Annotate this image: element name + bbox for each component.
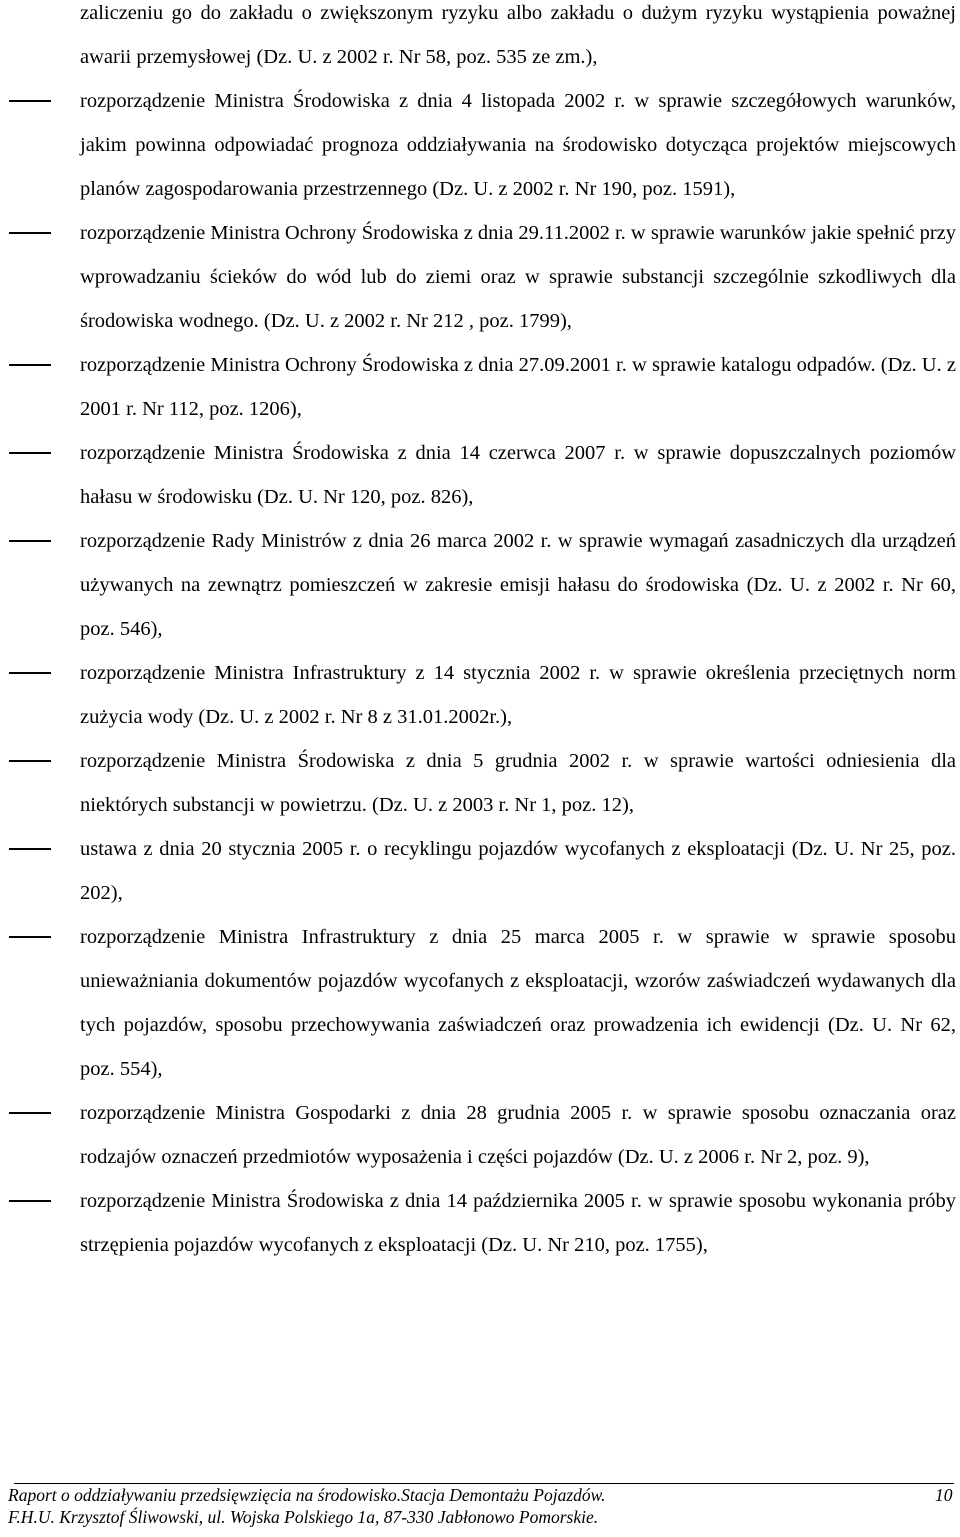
- list-item: [0, 211, 956, 343]
- dash-bullet-icon: [9, 364, 51, 366]
- page-number: 10: [935, 1485, 953, 1506]
- dash-bullet-icon: [9, 672, 51, 674]
- dash-bullet-icon: [9, 540, 51, 542]
- list-item: [0, 519, 956, 651]
- paragraph-text: rozporządzenie Ministra Środowiska z dnia 14 czerwca 2007 r. w sprawie dopuszczalnych poziomów hałasu w środowisku (Dz. U. Nr 120, poz. 826),: [80, 442, 956, 508]
- list-item: [0, 1179, 956, 1267]
- list-item: [0, 1091, 956, 1179]
- dash-bullet-icon: [9, 1112, 51, 1114]
- paragraph-text: rozporządzenie Ministra Gospodarki z dnia 28 grudnia 2005 r. w sprawie sposobu oznaczania oraz rodzajów oznaczeń przedmiotów wyposażenia i części pojazdów (Dz. U. z 2006 r. Nr 2, poz. 9),: [80, 1102, 956, 1168]
- dash-bullet-icon: [9, 936, 51, 938]
- dash-bullet-icon: [9, 100, 51, 102]
- paragraph-text: rozporządzenie Ministra Ochrony Środowiska z dnia 29.11.2002 r. w sprawie warunków jakie spełnić przy wprowadzaniu ścieków do wód lub do ziemi oraz w sprawie substancji szczególnie szkodliwych dla środowiska wodnego. (Dz. U. z 2002 r. Nr 212 , poz. 1799),: [80, 222, 956, 332]
- list-item: [0, 651, 956, 739]
- dash-bullet-icon: [9, 452, 51, 454]
- dash-bullet-icon: [9, 232, 51, 234]
- paragraph-text: zaliczeniu go do zakładu o zwiększonym ryzyku albo zakładu o dużym ryzyku wystąpienia poważnej awarii przemysłowej (Dz. U. z 2002 r. Nr 58, poz. 535 ze zm.),: [80, 2, 956, 68]
- list-item-continuation: [0, 0, 956, 79]
- paragraph-text: rozporządzenie Ministra Środowiska z dnia 4 listopada 2002 r. w sprawie szczegółowych warunków, jakim powinna odpowiadać prognoza oddziaływania na środowisko dotycząca projektów miejscowych planów zagospodarowania przestrzennego (Dz. U. z 2002 r. Nr 190, poz. 1591),: [80, 90, 956, 200]
- list-item: [0, 915, 956, 1091]
- paragraph-text: rozporządzenie Rady Ministrów z dnia 26 marca 2002 r. w sprawie wymagań zasadniczych dla urządzeń używanych na zewnątrz pomieszczeń w zakresie emisji hałasu do środowiska (Dz. U. z 2002 r. Nr 60, poz. 546),: [80, 530, 956, 640]
- list-item: [0, 79, 956, 211]
- footer-company-address: [0, 1506, 958, 1528]
- paragraph-text: ustawa z dnia 20 stycznia 2005 r. o recyklingu pojazdów wycofanych z eksploatacji (Dz. U. Nr 25, poz. 202),: [80, 838, 956, 904]
- dash-bullet-icon: [9, 760, 51, 762]
- paragraph-text: rozporządzenie Ministra Infrastruktury z dnia 25 marca 2005 r. w sprawie w sprawie sposobu unieważniania dokumentów pojazdów wycofanych z eksploatacji, wzorów zaświadczeń wydawanych dla tych pojazdów, sposobu przechowywania zaświadczeń oraz prowadzenia ich ewidencji (Dz. U. Nr 62, poz. 554),: [80, 926, 956, 1080]
- dash-bullet-icon: [9, 848, 51, 850]
- footer-report-title: [0, 1484, 958, 1506]
- footer-company-address-text: F.H.U. Krzysztof Śliwowski, ul. Wojska Polskiego 1a, 87-330 Jabłonowo Pomorskie.: [8, 1507, 599, 1528]
- paragraph-text: rozporządzenie Ministra Ochrony Środowiska z dnia 27.09.2001 r. w sprawie katalogu odpadów. (Dz. U. z 2001 r. Nr 112, poz. 1206),: [80, 354, 956, 420]
- paragraph-text: rozporządzenie Ministra Infrastruktury z 14 stycznia 2002 r. w sprawie określenia przeciętnych norm zużycia wody (Dz. U. z 2002 r. Nr 8 z 31.01.2002r.),: [80, 662, 956, 728]
- list-item: [0, 343, 956, 431]
- list-item: [0, 431, 956, 519]
- list-item: [0, 827, 956, 915]
- paragraph-text: rozporządzenie Ministra Środowiska z dnia 5 grudnia 2002 r. w sprawie wartości odniesienia dla niektórych substancji w powietrzu. (Dz. U. z 2003 r. Nr 1, poz. 12),: [80, 750, 956, 816]
- footer-report-title-text: Raport o oddziaływaniu przedsięwzięcia na środowisko.Stacja Demontażu Pojazdów.: [8, 1485, 606, 1506]
- dash-bullet-icon: [9, 1200, 51, 1202]
- paragraph-text: rozporządzenie Ministra Środowiska z dnia 14 października 2005 r. w sprawie sposobu wykonania próby strzępienia pojazdów wycofanych z eksploatacji (Dz. U. Nr 210, poz. 1755),: [80, 1190, 956, 1256]
- page-footer: [0, 1483, 960, 1528]
- list-item: [0, 739, 956, 827]
